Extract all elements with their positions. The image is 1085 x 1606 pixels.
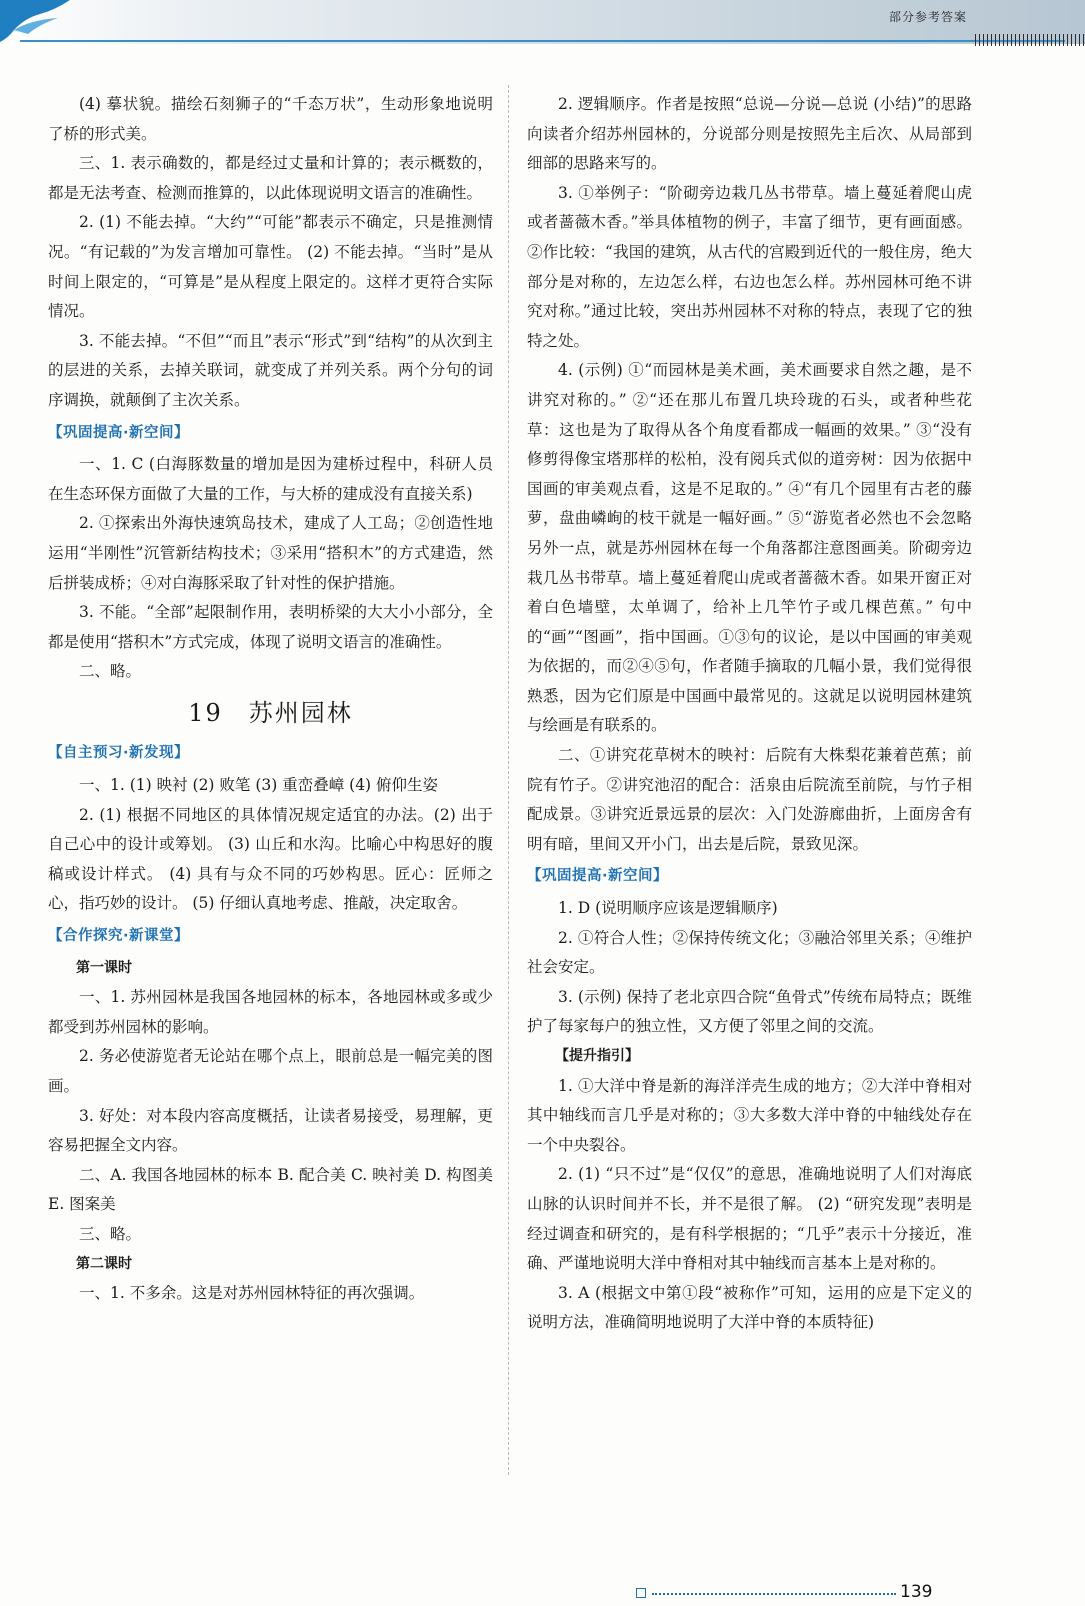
answer-paragraph: 3. ①举例子：“阶砌旁边栽几丛书带草。墙上蔓延着爬山虎或者蔷薇木香。”举具体植物的例子，丰富了细节，更有画面感。②作比较：“我国的建筑，从古代的宫殿到近代的一般住房，绝大部分是对称的，左边怎么样，右边也怎么样。苏州园林可绝不讲究对称。”通过比较，突出苏州园林不对称的特点，表现了它的独特之处。 — [527, 183, 972, 350]
section-heading: 【自主预习·新发现】 — [48, 745, 190, 762]
answer-paragraph: 2. ①探索出外海快速筑岛技术，建成了人工岛；②创造性地运用“半刚性”沉管新结构技术；③采用“搭积木”的方式建造，然后拼装成桥；④对白海豚采取了针对性的保护措施。 — [48, 514, 493, 592]
answer-paragraph: 二、A. 我国各地园林的标本 B. 配合美 C. 映衬美 D. 构图美 E. 图案美 — [48, 1165, 493, 1214]
answer-paragraph: 2. (1) 不能去掉。“大约”“可能”都表示不确定，只是推测情况。“有记载的”为发言增加可靠性。 (2) 不能去掉。“当时”是从时间上限定的，“可算是”是从程度上限定的。这样才更符合实际情况。 — [48, 213, 493, 321]
answer-paragraph: 2. ①符合人性；②保持传统文化；③融洽邻里关系；④维护社会安定。 — [527, 928, 972, 977]
lesson-subheading: 第一课时 — [76, 959, 132, 976]
right-column — [527, 90, 972, 1338]
header-rule — [20, 40, 1065, 42]
answer-paragraph: 三、1. 表示确数的，都是经过丈量和计算的；表示概数的，都是无法考查、检测而推算的，以此体现说明文语言的准确性。 — [48, 154, 493, 202]
guide-subheading: 【提升指引】 — [555, 1048, 639, 1064]
chapter-title — [48, 699, 493, 729]
footer-dotted-rule — [652, 1593, 896, 1595]
section-heading: 【巩固提高·新空间】 — [48, 424, 190, 441]
answer-paragraph: 一、1. C (白海豚数量的增加是因为建桥过程中，科研人员在生态环保方面做了大量的工作，与大桥的建成没有直接关系) — [48, 455, 493, 503]
answer-paragraph: 4. (示例) ①“而园林是美术画，美术画要求自然之趣，是不讲究对称的。” ②“还在那儿布置几块玲珑的石头，或者种些花草：这也是为了取得从各个角度看都成一幅画的效果。” ③“没有修剪得像宝塔那样的松柏，没有阅兵式似的道旁树：因为依据中国画的审美观点看，这是不足取的。” ④“有几个园里有古老的藤萝，盘曲嶙峋的枝干就是一幅好画。” ⑤“游览者必然也不会忽略另外一点，就是苏州园林在每一个角落都注意图画美。阶砌旁边栽几丛书带草。墙上蔓延着爬山虎或者蔷薇木香。如果开窗正对着白色墙壁，太单调了，给补上几竿竹子或几棵芭蕉。” 句中的“画”“图画”，指中国画。①③句的议论，是以中国画的审美观为依据的，而②④⑤句，作者随手摘取的几幅小景，我们觉得很熟悉，因为它们原是中国画中最常见的。这就足以说明园林建筑与绘画是有联系的。 — [527, 361, 972, 735]
answer-paragraph: 3. 好处：对本段内容高度概括，让读者易接受，易理解，更容易把握全文内容。 — [48, 1106, 493, 1155]
answer-paragraph: 2. 逻辑顺序。作者是按照“总说—分说—总说 (小结)”的思路向读者介绍苏州园林的，分说部分则是按照先主后次、从局部到细部的思路来写的。 — [527, 95, 972, 173]
chapter-name: 苏州园林 — [248, 698, 353, 727]
answer-paragraph: 一、1. (1) 映衬 (2) 败笔 (3) 重峦叠嶂 (4) 俯仰生姿 — [79, 776, 439, 795]
left-column — [48, 90, 493, 1309]
column-divider — [508, 85, 509, 1475]
answer-paragraph: 2. (1) “只不过”是“仅仅”的意思，准确地说明了人们对海底山脉的认识时间并不长，并不是很了解。 (2) “研究发现”表明是经过调查和研究的，是有科学根据的；“几乎”表示十分接近，准确、严谨地说明大洋中脊相对其中轴线而言基本上是对称的。 — [527, 1165, 972, 1273]
answer-paragraph: 1. D (说明顺序应该是逻辑顺序) — [558, 899, 778, 918]
answer-paragraph: 2. (1) 根据不同地区的具体情况规定适宜的办法。(2) 出于自己心中的设计或筹划。 (3) 山丘和水沟。比喻心中构思好的腹稿或设计样式。 (4) 具有与众不同的巧妙构思。匠心：匠师之心，指巧妙的设计。 (5) 仔细认真地考虑、推敲，决定取舍。 — [48, 805, 493, 913]
section-heading: 【巩固提高·新空间】 — [527, 868, 669, 885]
answer-paragraph: 三、略。 — [79, 1224, 142, 1243]
dolphin-logo-icon — [0, 0, 90, 44]
answer-paragraph: 二、略。 — [79, 662, 142, 681]
answer-paragraph: 1. ①大洋中脊是新的海洋洋壳生成的地方；②大洋中脊相对其中轴线而言几乎是对称的；③大多数大洋中脊的中轴线处存在一个中央裂谷。 — [527, 1076, 972, 1154]
header-tick-marks — [975, 34, 1085, 46]
answer-paragraph: (4) 摹状貌。描绘石刻狮子的“千态万状”，生动形象地说明了桥的形式美。 — [48, 95, 493, 143]
footer-square-icon — [636, 1588, 646, 1598]
answer-paragraph: 3. 不能去掉。“不但”“而且”表示“形式”到“结构”的从次到主的层进的关系，去掉关联词，就变成了并列关系。两个分句的词序调换，就颠倒了主次关系。 — [48, 331, 493, 409]
page-number: 139 — [900, 1582, 933, 1602]
answer-paragraph: 一、1. 苏州园林是我国各地园林的标本，各地园林或多或少都受到苏州园林的影响。 — [48, 988, 493, 1036]
answer-paragraph: 3. (示例) 保持了老北京四合院“鱼骨式”传统布局特点；既维护了每家每户的独立性，又方便了邻里之间的交流。 — [527, 987, 972, 1036]
answer-paragraph: 3. 不能。“全部”起限制作用，表明桥梁的大大小小部分，全都是使用“搭积木”方式完成，体现了说明文语言的准确性。 — [48, 603, 493, 651]
lesson-subheading: 第二课时 — [76, 1255, 132, 1272]
chapter-number: 19 — [188, 698, 223, 727]
header-title: 部分参考答案 — [888, 10, 967, 24]
section-heading: 【合作探究·新课堂】 — [48, 928, 190, 945]
answer-paragraph: 一、1. 不多余。这是对苏州园林特征的再次强调。 — [79, 1284, 425, 1303]
answer-paragraph: 3. A (根据文中第①段“被称作”可知，运用的应是下定义的说明方法，准确简明地说明了大洋中脊的本质特征) — [527, 1283, 972, 1332]
answer-paragraph: 二、①讲究花草树木的映衬：后院有大株梨花兼着芭蕉；前院有竹子。②讲究池沼的配合：活泉由后院流至前院，与竹子相配成景。③讲究近景远景的层次：入门处游廊曲折，上面房舍有明有暗，里间又开小门，出去是后院，景致见深。 — [527, 746, 972, 853]
page-header — [0, 0, 1085, 44]
page-footer — [636, 1582, 966, 1606]
answer-paragraph: 2. 务必使游览者无论站在哪个点上，眼前总是一幅完美的图画。 — [48, 1047, 493, 1095]
